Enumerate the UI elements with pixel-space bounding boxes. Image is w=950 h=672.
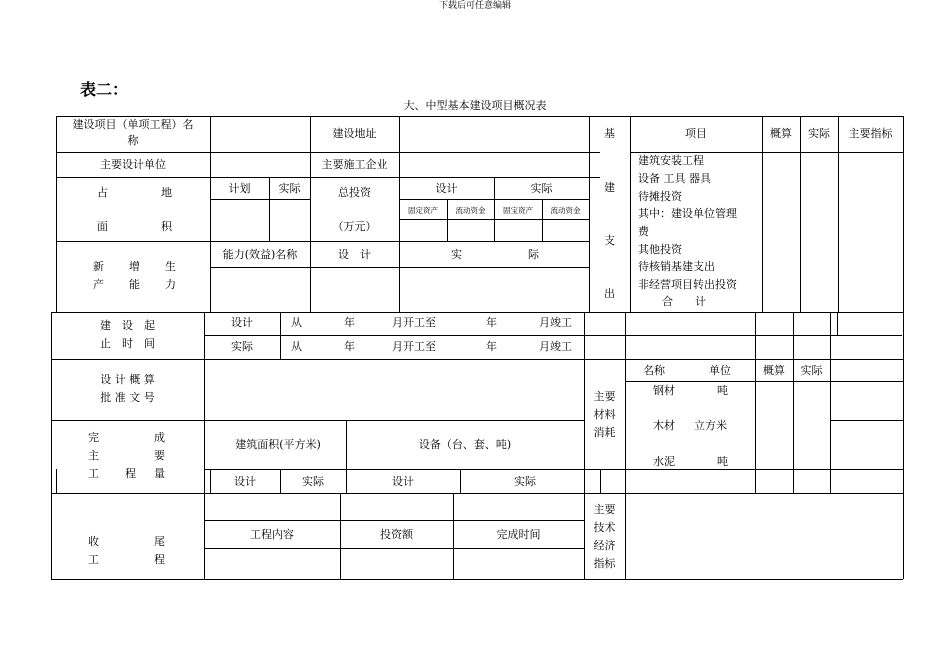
mat-actual-header: 实际 <box>800 364 823 377</box>
period-year-1: 年 <box>344 316 355 329</box>
project-name-label-2: 称 <box>127 134 139 147</box>
address-label: 建设地址 <box>332 127 377 140</box>
period-month-start-1: 月开工至 <box>392 316 436 329</box>
budget-header: 概算 <box>770 127 792 140</box>
mat-name-header: 名称 <box>643 364 665 377</box>
material-label-2: 材料 <box>593 408 616 421</box>
work-label-1: 完 <box>88 431 99 444</box>
period-label-2: 止 时 间 <box>100 337 155 350</box>
steel-name: 钢材 <box>653 384 675 397</box>
tail-time-label: 完成时间 <box>496 528 541 541</box>
total-invest-unit: （万元） <box>332 220 377 233</box>
work-label-7: 量 <box>154 467 165 480</box>
capacity-label-4: 产 <box>93 278 104 291</box>
period-year-2: 年 <box>486 316 497 329</box>
period-actual-label: 实际 <box>231 340 253 353</box>
period-label-1: 建 设 起 <box>100 319 155 332</box>
item-4: 费 <box>638 225 649 238</box>
capacity-design-label: 设 计 <box>338 248 371 261</box>
work-label-2: 成 <box>154 431 165 444</box>
work-label-4: 要 <box>154 449 165 462</box>
tail-label-4: 程 <box>154 553 165 566</box>
period-from-1: 从 <box>291 316 302 329</box>
base-label-4: 出 <box>604 287 615 300</box>
capacity-actual-label-1: 实 <box>451 248 462 261</box>
steel-unit: 吨 <box>717 384 728 397</box>
tech-label-1: 主要 <box>593 503 616 516</box>
tail-label-2: 尾 <box>154 535 165 548</box>
item-header: 项目 <box>685 127 707 140</box>
period-year-3: 年 <box>344 340 355 353</box>
capacity-label-1: 新 <box>93 260 104 273</box>
actual-header: 实际 <box>808 127 830 140</box>
wq-design2-label: 设计 <box>392 475 414 488</box>
item-0: 建筑安装工程 <box>638 154 704 167</box>
tech-label-4: 指标 <box>593 557 616 570</box>
capacity-label-6: 力 <box>165 278 176 291</box>
indicator-header: 主要指标 <box>848 127 893 140</box>
fixed-asset-b-label: 固宝资产 <box>503 206 533 215</box>
item-2: 待摊投资 <box>638 190 682 203</box>
period-month-end-2: 月竣工 <box>539 340 572 353</box>
wq-actual2-label: 实际 <box>514 475 536 488</box>
design-unit-label: 主要设计单位 <box>100 158 166 171</box>
land-plan-label: 计划 <box>228 182 251 195</box>
flow-fund-b-label: 流动资金 <box>550 206 581 215</box>
work-label-3: 主 <box>88 449 99 462</box>
construction-company-label: 主要施工企业 <box>321 158 388 171</box>
approval-label-1: 设 计 概 算 <box>100 373 155 386</box>
tail-label-1: 收 <box>88 535 99 548</box>
fixed-asset-label: 固定资产 <box>408 206 438 215</box>
cement-name: 水泥 <box>653 455 675 468</box>
table-title: 大、中型基本建设项目概况表 <box>403 99 547 112</box>
equipment-label: 设备（台、套、吨) <box>418 438 512 451</box>
item-6: 待核销基建支出 <box>638 260 715 273</box>
invest-actual-label: 实际 <box>530 182 553 195</box>
item-5: 其他投资 <box>638 243 682 256</box>
capacity-label-3: 生 <box>165 260 176 273</box>
wq-actual-label: 实际 <box>302 475 324 488</box>
flow-fund-label: 流动资金 <box>455 206 486 215</box>
period-from-2: 从 <box>291 340 302 353</box>
mat-unit-header: 单位 <box>709 364 731 377</box>
tail-invest-label: 投资额 <box>380 528 413 541</box>
project-name-label: 建设项目（单项工程）名 <box>72 118 194 131</box>
period-month-start-2: 月开工至 <box>392 340 436 353</box>
land-label-4: 积 <box>161 220 172 233</box>
item-total: 合 计 <box>662 295 706 308</box>
mat-budget-header: 概算 <box>763 364 785 377</box>
wood-name: 木材 <box>653 419 675 432</box>
invest-design-label: 设计 <box>435 182 458 195</box>
tail-content-label: 工程内容 <box>250 528 294 541</box>
tail-label-3: 工 <box>88 553 99 566</box>
capacity-label-2: 增 <box>129 260 140 273</box>
building-area-label: 建筑面积(平方米) <box>235 438 321 451</box>
header-note: 下载后可任意编辑 <box>438 1 511 11</box>
capacity-label-5: 能 <box>129 278 140 291</box>
section-label: 表二： <box>80 80 129 99</box>
land-label-2: 地 <box>161 186 172 199</box>
land-label-3: 面 <box>97 220 108 233</box>
capacity-actual-label-2: 际 <box>528 248 539 261</box>
land-actual-label: 实际 <box>278 182 301 195</box>
approval-label-2: 批 准 文 号 <box>100 391 155 404</box>
tech-label-2: 技术 <box>593 521 616 534</box>
land-label-1: 占 <box>97 186 108 199</box>
cement-unit: 吨 <box>717 455 728 468</box>
base-label-3: 支 <box>604 234 615 247</box>
tech-label-3: 经济 <box>593 539 616 552</box>
item-7: 非经营项目转出投资 <box>638 278 737 291</box>
item-3: 其中：建设单位管理 <box>638 207 737 220</box>
wq-design-label: 设计 <box>234 475 256 488</box>
work-label-5: 工 <box>88 467 99 480</box>
base-label-1: 基 <box>604 127 615 140</box>
base-label-2: 建 <box>604 181 615 194</box>
period-design-label: 设计 <box>231 316 253 329</box>
wood-unit: 立方米 <box>694 419 727 432</box>
item-1: 设备 工具 器具 <box>638 172 711 185</box>
period-month-end-1: 月竣工 <box>539 316 572 329</box>
capacity-name-label: 能力(效益)名称 <box>222 248 298 261</box>
period-year-4: 年 <box>486 340 497 353</box>
material-label-3: 消耗 <box>593 426 616 439</box>
material-label-1: 主要 <box>593 390 616 403</box>
total-invest-label: 总投资 <box>338 186 371 199</box>
work-label-6: 程 <box>125 467 136 480</box>
